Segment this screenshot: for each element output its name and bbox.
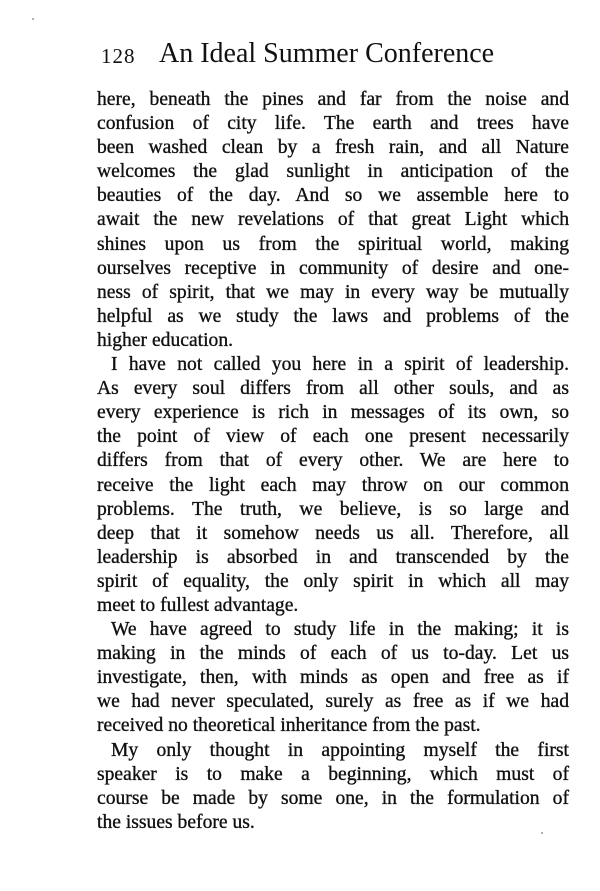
text-line: I have not called you here in a spirit of leadership. xyxy=(111,354,569,376)
text-line: deep that it somehow needs us all. Therefore, all xyxy=(97,522,569,544)
page-header xyxy=(101,38,531,70)
text-line: differs from that of every other. We are here to xyxy=(97,450,569,472)
text-line: helpful as we study the laws and problems of the xyxy=(97,305,569,327)
text-line: making in the minds of each of us to-day. Let us xyxy=(97,643,569,665)
text-line: My only thought in appointing myself the first xyxy=(111,739,569,761)
text-line: received no theoretical inheritance from the past. xyxy=(97,715,481,737)
text-line: beauties of the day. And so we assemble here to xyxy=(97,185,569,207)
text-line: course be made by some one, in the formulation of xyxy=(97,787,569,809)
text-line: investigate, then, with minds as open and free as if xyxy=(97,667,569,689)
scan-speck xyxy=(32,18,34,20)
paragraph xyxy=(97,618,569,738)
text-line: ness of spirit, that we may in every way be mutually xyxy=(97,281,569,303)
text-line: the point of view of each one present necessarily xyxy=(97,426,569,448)
text-line: higher education. xyxy=(97,329,234,351)
text-line: await the new revelations of that great Light which xyxy=(97,209,569,231)
paragraph xyxy=(97,739,569,835)
text-line: receive the light each may throw on our common xyxy=(97,474,569,496)
running-title: An Ideal Summer Conference xyxy=(159,38,495,69)
paragraph xyxy=(97,353,569,618)
text-line: here, beneath the pines and far from the noise and xyxy=(97,89,569,110)
text-line: ourselves receptive in community of desire and one- xyxy=(97,257,569,279)
text-line: leadership is absorbed in and transcended by the xyxy=(97,546,569,568)
text-line: We have agreed to study life in the making; it is xyxy=(111,619,569,641)
text-line: we had never speculated, surely as free as if we had xyxy=(97,691,569,713)
text-line: spirit of equality, the only spirit in which all may xyxy=(97,570,569,592)
text-line: shines upon us from the spiritual world, making xyxy=(97,233,569,255)
text-line: the issues before us. xyxy=(97,811,255,833)
text-line: As every soul differs from all other souls, and as xyxy=(97,378,569,400)
page-body xyxy=(97,88,569,835)
text-line: every experience is rich in messages of its own, so xyxy=(97,402,569,424)
text-line: problems. The truth, we believe, is so large and xyxy=(97,498,569,520)
paragraph xyxy=(97,88,569,353)
text-line: welcomes the glad sunlight in anticipation of the xyxy=(97,161,569,183)
page-number: 128 xyxy=(101,44,136,68)
text-line: meet to fullest advantage. xyxy=(97,594,299,616)
text-line: been washed clean by a fresh rain, and all Nature xyxy=(97,137,569,159)
text-line: confusion of city life. The earth and trees have xyxy=(97,113,569,135)
text-line: speaker is to make a beginning, which must of xyxy=(97,763,569,785)
